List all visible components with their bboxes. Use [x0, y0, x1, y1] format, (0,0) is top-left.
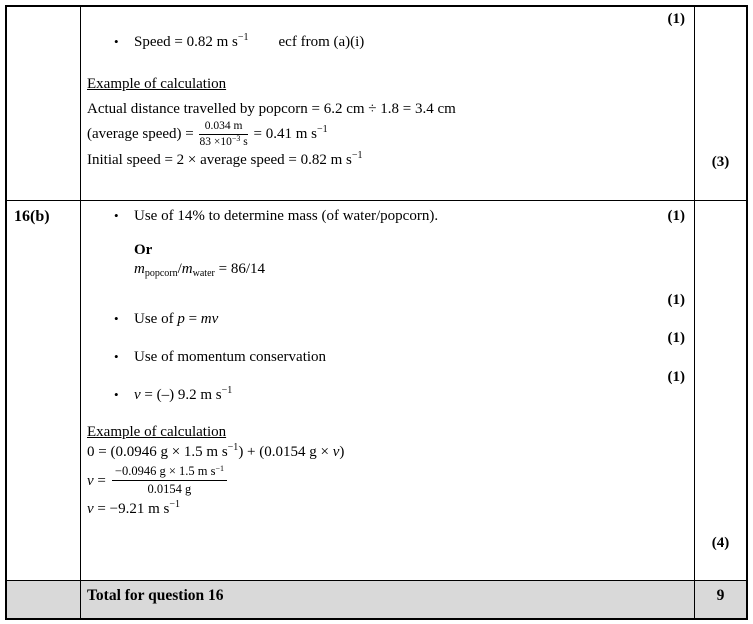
mark-badge-total-4: (4): [711, 535, 730, 551]
mark-badge: (1): [667, 369, 685, 385]
mark-scheme-table: [5, 5, 748, 620]
total-row-spacer: [7, 581, 81, 618]
bullet-text: Use of momentum conservation: [134, 349, 327, 365]
total-marks-value: 9: [695, 581, 746, 618]
example-heading: Example of calculation: [87, 424, 227, 440]
mass-ratio-line: $m_{popcorn}/m_{water} = 86/14$: [134, 261, 265, 279]
bullet-text: Speed = 0.82 m $s^{-1}$ ecf from (a)(i): [134, 32, 365, 50]
fraction-denominator: $83 \times 10^{-3}$ s: [199, 134, 248, 148]
bullet-icon: •: [114, 34, 119, 49]
bullet-item-mass: [87, 207, 686, 225]
bullet-icon: •: [114, 311, 119, 326]
calculation-line-distance: Actual distance travelled by popcorn = 6.2 cm ÷ 1.8 = 3.4 cm: [87, 101, 456, 117]
ecf-note: ecf from (a)(i): [278, 34, 365, 50]
bullet-item-velocity: [87, 386, 686, 404]
question-number: 16(b): [14, 208, 50, 225]
mark-badge: (1): [667, 208, 685, 224]
bullet-text: Use of 14% to determine mass (of water/popcorn).: [134, 208, 439, 224]
calculation-line-average-speed: (average speed) = $\frac{0.034 m}{83 \times 10^{-3} s}$ = 0.41 m $s^{-1}$: [87, 120, 328, 148]
calculation-line-initial-speed: Initial speed = 2 × average speed = 0.82 m $s^{-1}$: [87, 150, 363, 168]
marks-cell-16a: [695, 7, 746, 201]
answer-cell-16a: [81, 7, 695, 201]
answer-cell-16b: [81, 201, 695, 581]
mark-badge-total-3: (3): [711, 154, 730, 170]
mark-badge: (1): [667, 292, 685, 308]
mark-badge: (1): [667, 11, 685, 27]
or-label: Or: [134, 242, 153, 258]
fraction: [112, 464, 227, 497]
bullet-icon: •: [114, 387, 119, 402]
question-number-cell-empty: [7, 7, 81, 201]
fraction-denominator: 0.0154 g: [147, 482, 192, 496]
bullet-icon: •: [114, 208, 119, 223]
bullet-item-speed: [87, 33, 686, 51]
fraction-lhs: v =: [87, 472, 106, 489]
bullet-text: Use of p = mv: [134, 311, 219, 327]
bullet-text: v = (–) 9.2 m $s^{-1}$: [134, 385, 233, 403]
fraction-numerator: −0.0946 g × 1.5 m $s^{-1}$: [112, 464, 227, 481]
mark-badge: (1): [667, 330, 685, 346]
bullet-icon: •: [114, 349, 119, 364]
fraction: [199, 120, 247, 149]
fraction-numerator: 0.034 m: [199, 120, 247, 135]
bullet-item-p-mv: [87, 310, 686, 328]
calculation-line-v-fraction: [87, 464, 686, 497]
calculation-line-result: v = −9.21 m $s^{-1}$: [87, 499, 180, 517]
bullet-item-momentum: [87, 348, 686, 366]
calculation-line-momentum-sum: 0 = (0.0946 g × 1.5 m $s^{-1}) + (0.0154$ g × v): [87, 442, 345, 460]
marks-cell-16b: [695, 201, 746, 581]
total-row-label: Total for question 16: [81, 581, 695, 618]
question-number-cell: [7, 201, 81, 581]
example-heading: Example of calculation: [87, 76, 227, 92]
